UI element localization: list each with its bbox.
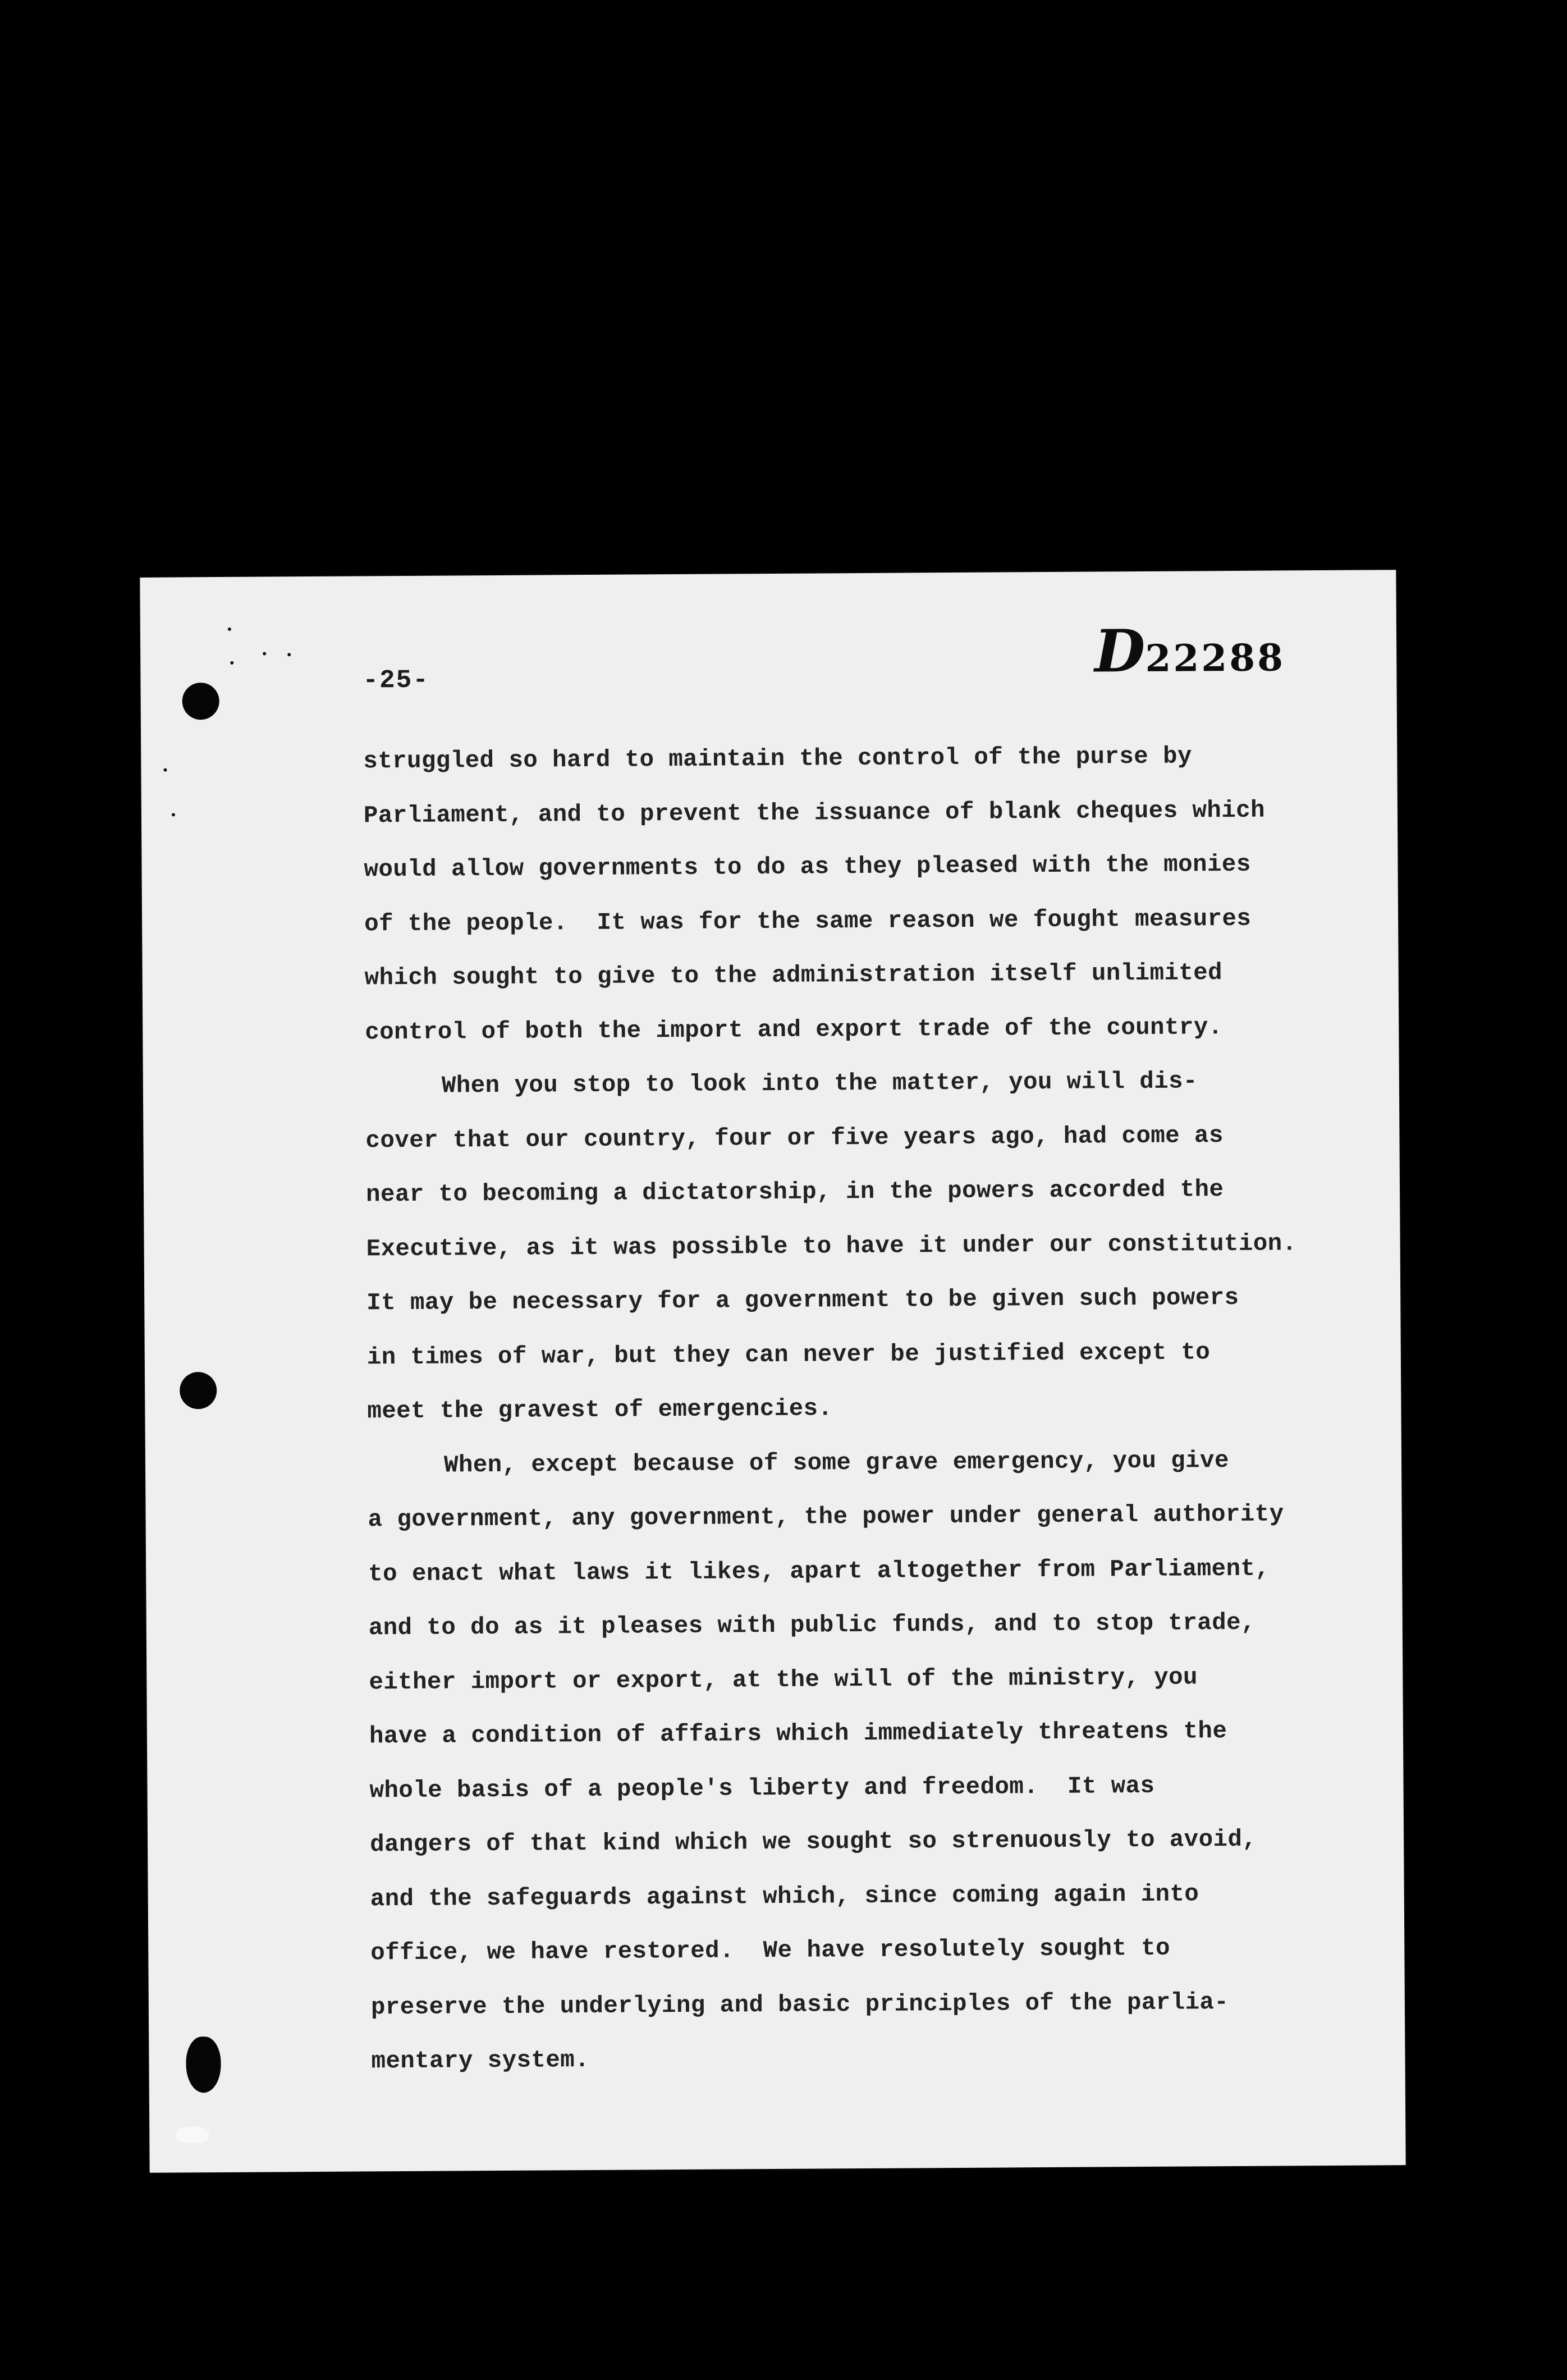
text-line: Parliament, and to prevent the issuance of blank cheques which — [363, 797, 1266, 829]
text-line: office, we have restored. We have resolutely sought to — [370, 1934, 1171, 1967]
text-line: have a condition of affairs which immediately threatens the — [369, 1718, 1227, 1750]
document-id-number: 22288 — [1145, 635, 1286, 680]
speck-mark — [287, 653, 291, 656]
text-line: mentary system. — [371, 2047, 590, 2075]
text-line: either import or export, at the will of the ministry, you — [369, 1663, 1198, 1696]
document-id — [1094, 615, 1286, 685]
text-line: dangers of that kind which we sought so strenuously to avoid, — [369, 1825, 1257, 1859]
speck-mark — [228, 628, 231, 631]
punch-hole-top — [182, 683, 219, 720]
text-line: a government, any government, the power under general authority — [368, 1500, 1284, 1534]
speck-mark — [163, 768, 167, 772]
text-line: and the safeguards against which, since coming again into — [370, 1880, 1199, 1912]
page-number: -25- — [363, 665, 430, 695]
speck-mark — [230, 661, 233, 665]
text-line: control of both the import and export trade of the country. — [365, 1013, 1223, 1046]
speck-mark — [172, 813, 175, 816]
document-id-prefix: D — [1094, 616, 1146, 686]
text-line: preserve the underlying and basic principles of the parlia- — [370, 1988, 1229, 2021]
faded-mark — [176, 2126, 209, 2143]
text-line: of the people. It was for the same reason we fought measures — [364, 905, 1252, 937]
text-line: whole basis of a people's liberty and freedom. It was — [369, 1772, 1155, 1804]
text-line: When, except because of some grave emergency, you give — [443, 1447, 1229, 1479]
text-line: meet the gravest of emergencies. — [367, 1395, 833, 1425]
text-line: and to do as it pleases with public funds, and to stop trade, — [368, 1609, 1256, 1642]
text-line: in times of war, but they can never be justified except to — [366, 1338, 1211, 1371]
text-line: near to becoming a dictatorship, in the powers accorded the — [365, 1176, 1224, 1209]
text-line: struggled so hard to maintain the control of the purse by — [363, 743, 1193, 775]
document-page — [140, 570, 1405, 2173]
speck-mark — [263, 652, 266, 655]
text-line: which sought to give to the administration itself unlimited — [364, 959, 1223, 992]
text-line: would allow governments to do as they pleased with the monies — [364, 850, 1251, 884]
text-line: When you stop to look into the matter, you will dis- — [441, 1068, 1198, 1100]
punch-hole-middle — [180, 1372, 217, 1409]
text-line: It may be necessary for a government to be given such powers — [366, 1284, 1239, 1317]
punch-hole-bottom — [186, 2036, 221, 2093]
text-line: cover that our country, four or five years ago, had come as — [365, 1122, 1224, 1154]
body-text — [363, 728, 1404, 2089]
text-line: to enact what laws it likes, apart altogether from Parliament, — [368, 1555, 1270, 1587]
text-line: Executive, as it was possible to have it under our constitution. — [366, 1229, 1297, 1262]
